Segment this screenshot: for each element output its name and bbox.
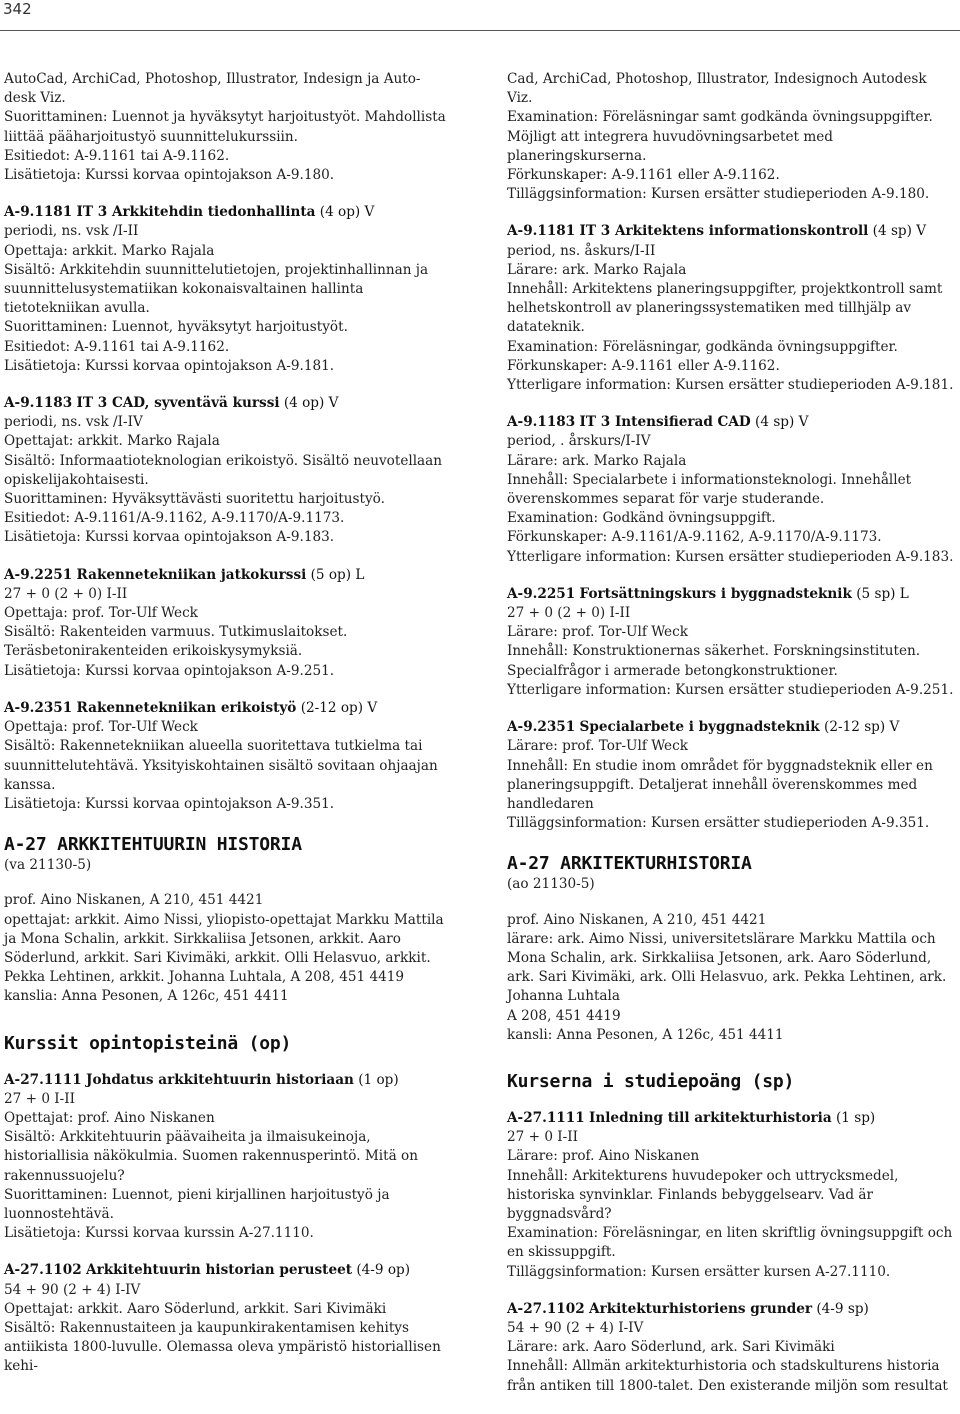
course-detail-line: Lärare: ark. Marko Rajala	[507, 452, 687, 469]
text-line: Esitiedot: A-9.1161 tai A-9.1162.	[4, 147, 230, 164]
course-credits: (5 op) L	[306, 566, 365, 583]
course-detail-line: Innehåll: Arkitektens planeringsuppgifter, projektkontroll samt helhetskontroll av planeringssystematiken med tillhjälp av datateknik.	[507, 281, 943, 336]
course-detail-line: Innehåll: Konstruktionernas säkerhet. Forskningsinstituten. Specialfrågor i armerade betongkonstruktioner.	[507, 643, 921, 679]
course-entry	[507, 413, 956, 567]
text-line: liittää pääharjoitustyö suunnittelukurssiin.	[4, 128, 298, 145]
course-entry	[4, 566, 455, 681]
course-credits: (1 sp)	[831, 1109, 876, 1126]
course-detail-line: Lisätietoja: Kurssi korvaa kurssin A-27.1110.	[4, 1225, 314, 1242]
section-heading: A-27 ARKITEKTURHISTORIA	[507, 853, 752, 875]
course-entry	[507, 222, 956, 395]
text-line: prof. Aino Niskanen, A 210, 451 4421	[507, 911, 767, 928]
course-entry	[4, 1071, 455, 1244]
subsection-heading: Kurssit opintopisteinä (op)	[4, 1032, 292, 1054]
course-detail-line: Sisältö: Rakennustaiteen ja kaupunkirakentamisen kehitys antiikista 1800-luvulle. Olemassa oleva ympäristö historiallisen kehi-	[4, 1319, 441, 1375]
course-detail-line: Examination: Föreläsningar, godkända övningsuppgifter.	[507, 338, 898, 355]
right-column-swedish	[507, 70, 956, 1414]
course-entry	[507, 1109, 956, 1282]
course-detail-line: Innehåll: Specialarbete i informationsteknologi. Innehållet överenskommes separat för varje studerande.	[507, 471, 912, 508]
course-name: IT 3 Arkkitehdin tiedonhallinta	[76, 204, 316, 221]
subsection-heading: Kurserna i studiepoäng (sp)	[507, 1070, 795, 1092]
course-detail-line: Opettajat: arkkit. Aaro Söderlund, arkkit. Sari Kivimäki	[4, 1300, 387, 1317]
course-credits: (4-9 op)	[352, 1262, 411, 1279]
section-code: (ao 21130-5)	[507, 876, 595, 893]
course-detail-line: Sisältö: Arkkitehtuurin päävaiheita ja ilmaisukeinoja, historiallisia näkökulmia. Suomen rakennusperintö. Mitä on rakennussuojelu?	[4, 1129, 418, 1184]
course-credits: (4 sp) V	[868, 223, 927, 240]
course-detail-line: Lärare: prof. Aino Niskanen	[507, 1148, 700, 1165]
course-detail-line: Suorittaminen: Luennot, hyväksytyt harjoitustyöt.	[4, 319, 348, 336]
left-column-finnish	[4, 70, 455, 1395]
text-line: Examination: Föreläsningar samt godkända övningsuppgifter.	[507, 109, 933, 126]
text-line: Förkunskaper: A-9.1161 eller A-9.1162.	[507, 167, 780, 184]
text-line: desk Viz.	[4, 90, 66, 107]
course-detail-line: Lärare: ark. Marko Rajala	[507, 261, 687, 278]
text-line: Cad, ArchiCad, Photoshop, Illustrator, Indesignoch Autodesk Viz.	[507, 71, 927, 107]
course-entry	[4, 1261, 455, 1376]
course-detail-line: 27 + 0 (2 + 0) I-II	[4, 585, 128, 602]
course-detail-line: Förkunskaper: A-9.1161 eller A-9.1162.	[507, 357, 780, 374]
course-title	[507, 413, 956, 432]
course-credits: (2-12 sp) V	[819, 719, 900, 736]
course-code: A-9.1183	[4, 395, 73, 412]
text-line: lärare: ark. Aimo Nissi, universitetslärare Markku Mattila och Mona Schalin, ark. Sirkkaliisa Jetsonen, ark. Aaro Söderlund, ark. Sari Kivimäki, ark. Olli Helasvuo, ark. Pekka Lehtinen, ark. Johanna Luhtala	[507, 930, 947, 1005]
course-code: A-27.1111	[507, 1109, 585, 1126]
page-number: 342	[3, 0, 32, 18]
course-detail-line: Examination: Föreläsningar, en liten skriftlig övningsuppgift och en skissuppgift.	[507, 1225, 953, 1261]
course-entry	[4, 203, 455, 376]
course-detail-line: Lärare: ark. Aaro Söderlund, ark. Sari Kivimäki	[507, 1339, 835, 1356]
course-detail-line: 54 + 90 (2 + 4) I-IV	[507, 1319, 644, 1336]
text-line: AutoCad, ArchiCad, Photoshop, Illustrator, Indesign ja Auto-	[4, 71, 421, 87]
course-detail-line: Opettajat: arkkit. Marko Rajala	[4, 433, 220, 450]
course-name: Rakennetekniikan erikoistyö	[76, 699, 297, 716]
course-detail-line: Opettaja: prof. Tor-Ulf Weck	[4, 605, 198, 622]
courses-block-2	[507, 1109, 956, 1396]
course-code: A-27.1102	[507, 1300, 585, 1317]
course-detail-line: Opettaja: arkkit. Marko Rajala	[4, 242, 215, 259]
courses-block	[507, 222, 956, 833]
course-code: A-9.1181	[4, 204, 73, 221]
course-detail-line: Suorittaminen: Luennot, pieni kirjallinen harjoitustyö ja luonnostehtävä.	[4, 1186, 390, 1222]
intro-block	[4, 70, 455, 185]
course-code: A-27.1111	[4, 1071, 82, 1088]
course-name: Arkkitehtuurin historian perusteet	[86, 1262, 353, 1279]
course-code: A-9.2351	[507, 719, 576, 736]
text-line: opettajat: arkkit. Aimo Nissi, yliopisto-opettajat Markku Mattila ja Mona Schalin, arkkit. Sirkkaliisa Jetsonen, arkkit. Aaro Söderlund, arkkit. Sari Kivimäki, arkkit. Olli Helasvuo, arkkit. Pekka Lehtinen, arkkit. Johanna Luhtala, A 208, 451 4419	[4, 911, 444, 986]
course-title	[4, 1261, 455, 1280]
course-credits: (4 op) V	[315, 204, 375, 221]
section-code: (va 21130-5)	[4, 857, 92, 874]
course-detail-line: Innehåll: En studie inom området för byggnadsteknik eller en planeringsuppgift. Detaljerat innehåll överenskommes med handledaren	[507, 757, 933, 812]
course-title	[507, 222, 956, 241]
course-detail-line: Sisältö: Rakennetekniikan alueella suoritettava tutkielma tai suunnittelutehtävä. Yksityiskohtainen sisältö sovitaan ohjaajan kanssa.	[4, 738, 438, 793]
courses-block-2	[4, 1071, 455, 1377]
course-title	[4, 699, 455, 718]
text-line: Lisätietoja: Kurssi korvaa opintojakson A-9.180.	[4, 167, 335, 184]
course-name: Fortsättningskurs i byggnadsteknik	[579, 585, 852, 602]
course-detail-line: suunnittelusystematiikan kokonaisvaltainen hallinta tietotekniikan avulla.	[4, 281, 364, 317]
course-name: Inledning till arkitekturhistoria	[589, 1109, 832, 1126]
course-credits: (4 sp) V	[750, 414, 809, 431]
course-detail-line: Lisätietoja: Kurssi korvaa opintojakson A-9.251.	[4, 662, 335, 679]
course-code: A-27.1102	[4, 1262, 82, 1279]
staff-list	[4, 891, 455, 1006]
course-code: A-9.2351	[4, 699, 73, 716]
course-entry	[4, 699, 455, 814]
course-code: A-9.2251	[507, 585, 576, 602]
intro-block	[507, 70, 956, 204]
course-name: Rakennetekniikan jatkokurssi	[76, 566, 307, 583]
course-detail-line: period, ns. åskurs/I-II	[507, 242, 656, 259]
course-detail-line: periodi, ns. vsk /I-IV	[4, 414, 143, 431]
course-detail-line: Ytterligare information: Kursen ersätter studieperioden A-9.181.	[507, 377, 954, 394]
course-title	[4, 1071, 455, 1090]
course-detail-line: 27 + 0 (2 + 0) I-II	[507, 605, 631, 622]
course-detail-line: Innehåll: Allmän arkitekturhistoria och stadskulturens historia från antiken till 1800-talet. Den existerande miljön som resultat	[507, 1358, 948, 1394]
text-line: prof. Aino Niskanen, A 210, 451 4421	[4, 892, 264, 909]
course-detail-line: Ytterligare information: Kursen ersätter studieperioden A-9.251.	[507, 681, 954, 698]
header-rule	[0, 30, 960, 31]
course-title	[507, 585, 956, 604]
text-line: kansli: Anna Pesonen, A 126c, 451 4411	[507, 1026, 784, 1043]
course-entry	[507, 718, 956, 833]
course-name: Arkitekturhistoriens grunder	[589, 1300, 813, 1317]
course-title	[4, 566, 455, 585]
course-detail-line: 54 + 90 (2 + 4) I-IV	[4, 1281, 141, 1298]
staff-list	[507, 911, 956, 1045]
course-detail-line: Opettaja: prof. Tor-Ulf Weck	[4, 719, 198, 736]
text-line: kanslia: Anna Pesonen, A 126c, 451 4411	[4, 988, 289, 1005]
course-entry	[507, 1300, 956, 1396]
course-name: IT 3 CAD, syventävä kurssi	[76, 395, 280, 412]
course-detail-line: Opettajat: prof. Aino Niskanen	[4, 1109, 215, 1126]
course-detail-line: Examination: Godkänd övningsuppgift.	[507, 510, 776, 527]
course-detail-line: Sisältö: Informaatioteknologian erikoistyö. Sisältö neuvotellaan opiskelijakohtaisesti.	[4, 452, 443, 488]
course-title	[507, 1300, 956, 1319]
course-title	[4, 394, 455, 413]
text-line: A 208, 451 4419	[507, 1007, 621, 1024]
course-title	[4, 203, 455, 222]
course-detail-line: Esitiedot: A-9.1161 tai A-9.1162.	[4, 338, 230, 355]
course-detail-line: Tilläggsinformation: Kursen ersätter studieperioden A-9.351.	[507, 815, 930, 832]
course-detail-line: Lärare: prof. Tor-Ulf Weck	[507, 624, 688, 641]
course-detail-line: Lisätietoja: Kurssi korvaa opintojakson A-9.181.	[4, 357, 335, 374]
course-detail-line: Lisätietoja: Kurssi korvaa opintojakson A-9.183.	[4, 529, 335, 546]
course-code: A-9.1181	[507, 223, 576, 240]
course-code: A-9.2251	[4, 566, 73, 583]
course-detail-line: Ytterligare information: Kursen ersätter studieperioden A-9.183.	[507, 548, 954, 565]
course-detail-line: period, . årskurs/I-IV	[507, 433, 651, 450]
course-credits: (2-12 op) V	[296, 699, 378, 716]
course-name: Specialarbete i byggnadsteknik	[579, 719, 820, 736]
course-name: IT 3 Arkitektens informationskontroll	[579, 223, 869, 240]
course-credits: (4-9 sp)	[812, 1300, 869, 1317]
section-heading: A-27 ARKKITEHTUURIN HISTORIA	[4, 834, 302, 856]
course-detail-line: Sisältö: Rakenteiden varmuus. Tutkimuslaitokset. Teräsbetonirakenteiden erikoiskysymyksiä.	[4, 624, 348, 660]
course-name: Johdatus arkkitehtuurin historiaan	[86, 1071, 354, 1088]
course-detail-line: Esitiedot: A-9.1161/A-9.1162, A-9.1170/A-9.1173.	[4, 510, 345, 527]
course-detail-line: Innehåll: Arkitekturens huvudepoker och uttrycksmedel, historiska synvinklar. Finlands bebyggelsearv. Vad är byggnadsvård?	[507, 1167, 899, 1222]
course-detail-line: periodi, ns. vsk /I-II	[4, 223, 139, 240]
text-line: Möjligt att integrera huvudövningsarbetet med planeringskurserna.	[507, 128, 833, 164]
course-title	[507, 1109, 956, 1128]
course-detail-line: Sisältö: Arkkitehdin suunnittelutietojen, projektinhallinnan ja	[4, 261, 429, 278]
text-line: Tilläggsinformation: Kursen ersätter studieperioden A-9.180.	[507, 186, 930, 203]
course-detail-line: Förkunskaper: A-9.1161/A-9.1162, A-9.1170/A-9.1173.	[507, 529, 882, 546]
course-credits: (1 op)	[353, 1071, 399, 1088]
text-line: Suorittaminen: Luennot ja hyväksytyt harjoitustyöt. Mahdollista	[4, 109, 446, 126]
course-credits: (5 sp) L	[851, 585, 909, 602]
course-entry	[507, 585, 956, 700]
course-detail-line: Lisätietoja: Kurssi korvaa opintojakson A-9.351.	[4, 795, 335, 812]
courses-block	[4, 203, 455, 814]
course-credits: (4 op) V	[279, 395, 339, 412]
course-detail-line: Lärare: prof. Tor-Ulf Weck	[507, 738, 688, 755]
course-entry	[4, 394, 455, 548]
course-detail-line: 27 + 0 I-II	[507, 1129, 579, 1146]
course-code: A-9.1183	[507, 414, 576, 431]
course-title	[507, 718, 956, 737]
course-detail-line: Suorittaminen: Hyväksyttävästi suoritettu harjoitustyö.	[4, 491, 385, 508]
course-name: IT 3 Intensifierad CAD	[579, 414, 751, 431]
course-detail-line: 27 + 0 I-II	[4, 1090, 76, 1107]
course-detail-line: Tilläggsinformation: Kursen ersätter kursen A-27.1110.	[507, 1263, 891, 1280]
